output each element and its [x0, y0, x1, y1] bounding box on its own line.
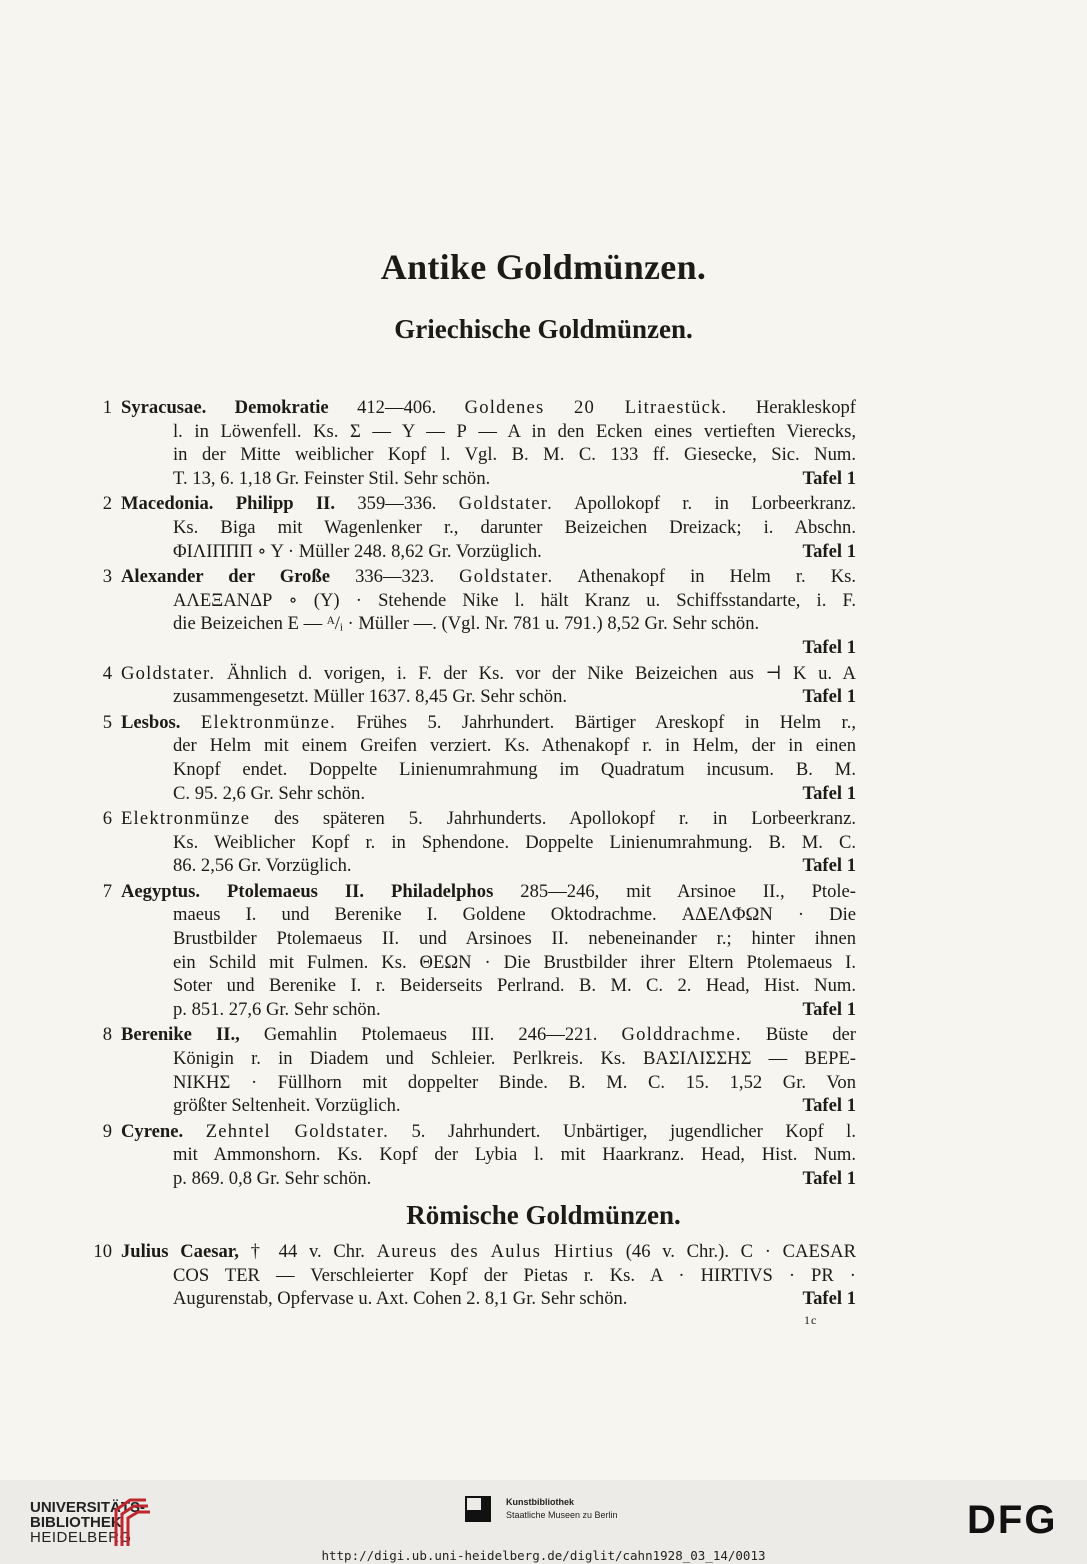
entry-denomination: Zehntel Goldstater. — [205, 1120, 389, 1142]
entry-line — [173, 903, 856, 927]
catalog-entry — [92, 1023, 856, 1117]
entry-text: 412—406. — [328, 397, 465, 418]
entry-text — [180, 712, 200, 733]
entry-line — [173, 612, 856, 636]
catalog-entry — [92, 1240, 856, 1311]
entry-text: größter Seltenheit. Vorzüglich. — [173, 1095, 401, 1117]
entry-number: 10 — [93, 1241, 112, 1262]
entry-line — [173, 467, 856, 491]
entry-ruler: Ptolemaeus II. Philadelphos — [200, 880, 494, 902]
entry-place: Cyrene. — [121, 1120, 184, 1142]
catalog-entry — [92, 880, 856, 1022]
entry-number: 3 — [102, 566, 112, 588]
entry-text: in der Mitte weiblicher Kopf l. Vgl. B. M. C. 133 ff. Giesecke, Sic. Num. — [173, 444, 856, 466]
entry-text: Ks. Biga mit Wagenlenker r., darunter Beizeichen Dreizack; i. Abschn. — [173, 516, 856, 538]
entry-line — [173, 951, 856, 975]
plate-reference: Tafel 1 — [802, 855, 856, 877]
entry-line — [121, 711, 856, 735]
entry-list-roman — [92, 1240, 856, 1311]
entry-line — [173, 927, 856, 951]
entry-text: C. 95. 2,6 Gr. Sehr schön. — [173, 782, 366, 804]
entry-text: Knopf endet. Doppelte Linienumrahmung im Quadratum incusum. B. M. — [173, 758, 856, 780]
entry-denomination: Goldstater. — [121, 662, 216, 684]
entry-number: 4 — [102, 662, 112, 684]
entry-text: p. 869. 0,8 Gr. Sehr schön. — [173, 1168, 372, 1189]
page-title: Antike Goldmünzen. — [380, 247, 707, 287]
entry-ruler: Berenike II., — [121, 1024, 240, 1046]
entry-denomination: Aureus des Aulus Hirtius — [376, 1241, 615, 1262]
ub-emblem-icon — [108, 1492, 152, 1550]
entry-number: 8 — [102, 1024, 112, 1046]
entry-text: die Beizeichen Ε — ᴬ/ᵢ · Müller —. (Vgl. Nr. 781 u. 791.) 8,52 Gr. Sehr schön. — [173, 613, 760, 635]
entry-ruler: Demokratie — [206, 397, 329, 418]
catalog-entry — [92, 662, 856, 709]
entry-text: mit Ammonshorn. Ks. Kopf der Lybia l. mit Haarkranz. Head, Hist. Num. — [173, 1144, 856, 1166]
entry-line — [121, 565, 856, 589]
entry-text: Büste der — [741, 1024, 856, 1046]
entry-text: 86. 2,56 Gr. Vorzüglich. — [173, 855, 352, 877]
plate-reference: Tafel 1 — [802, 782, 856, 804]
catalog-entry — [92, 807, 856, 878]
dfg-logo[interactable]: DFG — [967, 1498, 1058, 1542]
entry-line — [121, 1023, 856, 1047]
entry-text: Soter und Berenike I. r. Beiderseits Perlrand. B. M. C. 2. Head, Hist. Num. — [173, 975, 856, 997]
entry-ruler: Julius Caesar, — [121, 1241, 239, 1262]
entry-text: (46 v. Chr.). C · CAESAR — [614, 1241, 857, 1262]
entry-place: Lesbos. — [121, 711, 181, 733]
entry-text: 359—336. — [335, 493, 459, 515]
entry-line — [173, 854, 856, 878]
entry-denomination: Golddrachme. — [621, 1024, 742, 1046]
entry-line — [173, 1264, 856, 1288]
entry-line — [173, 734, 856, 758]
entry-line — [173, 998, 856, 1022]
entry-line — [173, 1167, 856, 1191]
entry-line — [173, 420, 856, 444]
ub-logo-line3: HEIDELBERG — [30, 1529, 132, 1546]
entry-number: 5 — [102, 711, 112, 733]
section-heading-greek: Griechische Goldmünzen. — [394, 314, 693, 344]
entry-list-greek — [92, 396, 856, 1193]
entry-denomination: Goldstater. — [458, 493, 553, 515]
entry-line — [173, 1094, 856, 1118]
entry-text: Augurenstab, Opfervase u. Axt. Cohen 2. 8,1 Gr. Sehr schön. — [173, 1288, 628, 1310]
plate-reference: Tafel 1 — [802, 467, 856, 489]
entry-text: Apollokopf r. in Lorbeerkranz. — [553, 493, 856, 515]
entry-line — [173, 1071, 856, 1095]
kb-line1: Kunstbibliothek — [506, 1497, 574, 1507]
entry-text: ΦΙΛΙΠΠΠ ∘ Υ · Müller 248. 8,62 Gr. Vorzüglich. — [173, 540, 542, 562]
entry-line — [173, 782, 856, 806]
entry-line — [121, 1240, 856, 1264]
entry-line — [173, 758, 856, 782]
entry-text: COS TER — Verschleierter Kopf der Pietas r. Ks. A · HIRTIVS · PR · — [173, 1264, 856, 1286]
entry-text: Ähnlich d. vorigen, i. F. der Ks. vor der Nike Beizeichen aus ⊣ K u. A — [215, 662, 856, 684]
entry-text: Brustbilder Ptolemaeus II. und Arsinoes II. nebeneinander r.; hinter ihnen — [173, 928, 856, 950]
entry-ruler: Philipp II. — [213, 493, 336, 515]
entry-text: Arsinoe II., Ptole- — [677, 880, 856, 902]
entry-text: Herakleskopf — [727, 397, 857, 418]
plate-reference: Tafel 1 — [802, 998, 856, 1020]
entry-text: Gemahlin Ptolemaeus III. 246—221. — [239, 1024, 622, 1046]
entry-line — [121, 396, 856, 420]
entry-text: p. 851. 27,6 Gr. Sehr schön. — [173, 998, 381, 1020]
source-url[interactable]: http://digi.ub.uni-heidelberg.de/diglit/cahn1928_03_14/0013 — [321, 1548, 766, 1563]
entry-line — [121, 492, 856, 516]
plate-reference: Tafel 1 — [802, 686, 856, 708]
entry-denomination: Elektronmünze — [121, 808, 251, 830]
entry-text: der Helm mit einem Greifen verziert. Ks. Athenakopf r. in Helm, der in einen — [173, 735, 856, 757]
kunstbibliothek-logo[interactable] — [506, 1496, 618, 1522]
entry-text: 336—323. — [330, 566, 460, 588]
entry-line — [173, 516, 856, 540]
entry-line — [121, 662, 856, 686]
entry-text: 5. Jahrhundert. Unbärtiger, jugendlicher Kopf l. — [388, 1120, 856, 1142]
kunstbibliothek-logo-icon — [465, 1496, 491, 1522]
ub-logo-line1: UNIVERSITÄTS- — [30, 1499, 146, 1516]
plate-reference: Tafel 1 — [802, 1288, 856, 1310]
entry-text: Ks. Weiblicher Kopf r. in Sphendone. Doppelte Linienumrahmung. B. M. C. — [173, 831, 856, 853]
entry-text: ΑΛΕΞΑΝΔΡ ∘ (Υ) · Stehende Nike l. hält Kranz u. Schiffsstandarte, i. F. — [173, 589, 856, 611]
entry-text: l. in Löwenfell. Ks. Σ — Υ — Ρ — Α in den Ecken eines vertieften Vierecks, — [173, 420, 856, 442]
entry-text: 285—246, mit — [493, 880, 678, 902]
kb-line2: Staatliche Museen zu Berlin — [506, 1510, 618, 1520]
entry-line — [121, 807, 856, 831]
entry-text: ein Schild mit Fulmen. Ks. ΘΕΩΝ · Die Brustbilder ihrer Eltern Ptolemaeus I. — [173, 951, 856, 973]
entry-number: 7 — [102, 880, 112, 902]
entry-number: 2 — [102, 493, 112, 515]
entry-line — [173, 974, 856, 998]
catalog-entry — [92, 711, 856, 805]
entry-place: Aegyptus. — [121, 880, 201, 902]
catalog-entry — [92, 492, 856, 563]
entry-line — [173, 589, 856, 613]
signature-mark: 1c — [804, 1313, 818, 1327]
entry-text: zusammengesetzt. Müller 1637. 8,45 Gr. Sehr schön. — [173, 686, 568, 708]
entry-text: Frühes 5. Jahrhundert. Bärtiger Areskopf in Helm r., — [335, 711, 856, 733]
plate-reference: Tafel 1 — [802, 1095, 856, 1117]
entry-line — [173, 1047, 856, 1071]
entry-line — [173, 685, 856, 709]
entry-text: † 44 v. Chr. — [238, 1241, 377, 1262]
entry-denomination: Elektronmünze. — [200, 711, 336, 733]
entry-number: 9 — [102, 1120, 112, 1142]
plate-reference: Tafel 1 — [802, 636, 856, 658]
plate-reference: Tafel 1 — [802, 540, 856, 562]
catalog-entry — [92, 1120, 856, 1191]
ub-logo-line2: BIBLIOTHEK — [30, 1514, 122, 1531]
entry-line — [121, 1120, 856, 1144]
entry-text: maeus I. und Berenike I. Goldene Oktodrachme. ΑΔΕΛΦΩΝ · Die — [173, 904, 856, 926]
entry-text: des späteren 5. Jahrhunderts. Apollokopf r. in Lorbeerkranz. — [250, 808, 856, 830]
entry-text: T. 13, 6. 1,18 Gr. Feinster Stil. Sehr schön. — [173, 467, 491, 489]
entry-number: 6 — [102, 808, 112, 830]
entry-line — [173, 1287, 856, 1311]
plate-reference: Tafel 1 — [802, 1168, 856, 1189]
entry-line — [173, 1143, 856, 1167]
entry-line — [173, 443, 856, 467]
catalog-entry — [92, 565, 856, 659]
entry-text — [183, 1121, 206, 1142]
entry-line — [173, 831, 856, 855]
section-heading-roman: Römische Goldmünzen. — [406, 1200, 681, 1230]
entry-text: Königin r. in Diadem und Schleier. Perlkreis. Ks. ΒΑΣΙΛΙΣΣΗΣ — ΒΕΡΕ- — [173, 1048, 856, 1070]
entry-place: Syracusae. — [121, 397, 207, 418]
entry-text: ΝΙΚΗΣ · Füllhorn mit doppelter Binde. B. M. C. 15. 1,52 Gr. Von — [173, 1071, 856, 1093]
entry-ruler: Alexander der Große — [121, 566, 331, 588]
entry-text: Athenakopf in Helm r. Ks. — [553, 566, 857, 588]
catalog-entry — [92, 396, 856, 490]
entry-number: 1 — [102, 397, 112, 418]
entry-place: Macedonia. — [121, 493, 214, 515]
entry-line — [121, 880, 856, 904]
entry-line — [173, 540, 856, 564]
entry-denomination: Goldstater. — [459, 566, 554, 588]
entry-denomination: Goldenes 20 Litraestück. — [464, 397, 728, 418]
